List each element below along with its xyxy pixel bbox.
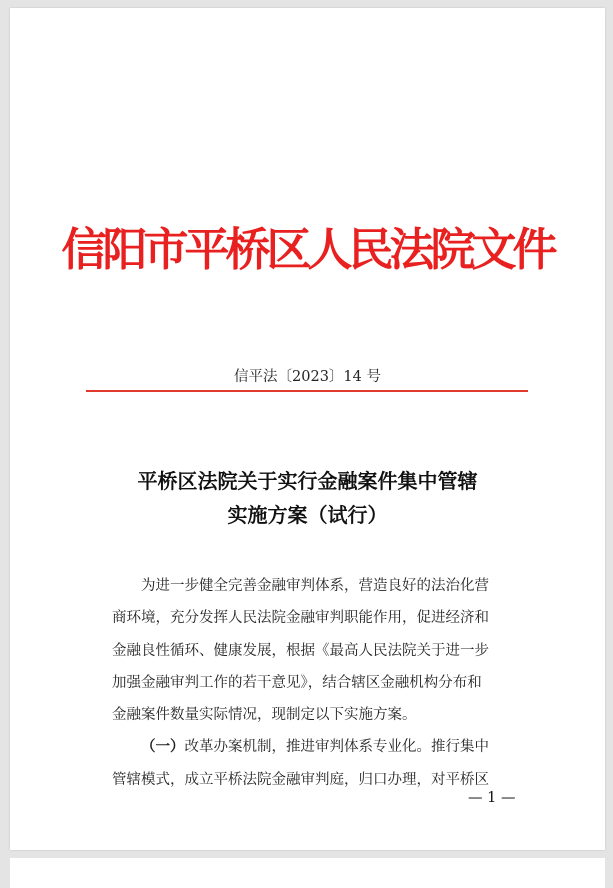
section-heading-text: 改革办案机制，推进审判体系专业化。推行集中: [184, 739, 489, 756]
next-page-edge: [10, 858, 605, 888]
title-line-1: 平桥区法院关于实行金融案件集中管辖: [137, 469, 478, 493]
body-line: 加强金融审判工作的若干意见》，结合辖区金融机构分布和: [112, 674, 482, 691]
page-number: — 1 —: [468, 790, 516, 806]
document-number: 信平法〔2023〕14 号: [234, 369, 381, 385]
body-line: 为进一步健全完善金融审判体系，营造良好的法治化营: [141, 578, 489, 594]
title-line-2: 实施方案（试行）: [227, 503, 388, 527]
org-document-title: 信阳市平桥区人民法院文件: [61, 223, 554, 276]
section-heading-line: [112, 731, 544, 763]
body-line: 金融案件数量实际情况，现制定以下实施方案。: [112, 707, 417, 724]
body-line: 商环境，充分发挥人民法院金融审判职能作用，促进经济和: [112, 610, 489, 627]
document-page: [10, 8, 605, 850]
document-title: [10, 464, 605, 532]
body-text: [112, 570, 544, 796]
section-number: （一）: [141, 738, 185, 756]
red-divider-line: [86, 390, 528, 392]
body-line: 管辖模式，成立平桥法院金融审判庭，归口办理，对平桥区: [112, 771, 489, 788]
body-line: 金融良性循环、健康发展，根据《最高人民法院关于进一步: [112, 642, 489, 659]
